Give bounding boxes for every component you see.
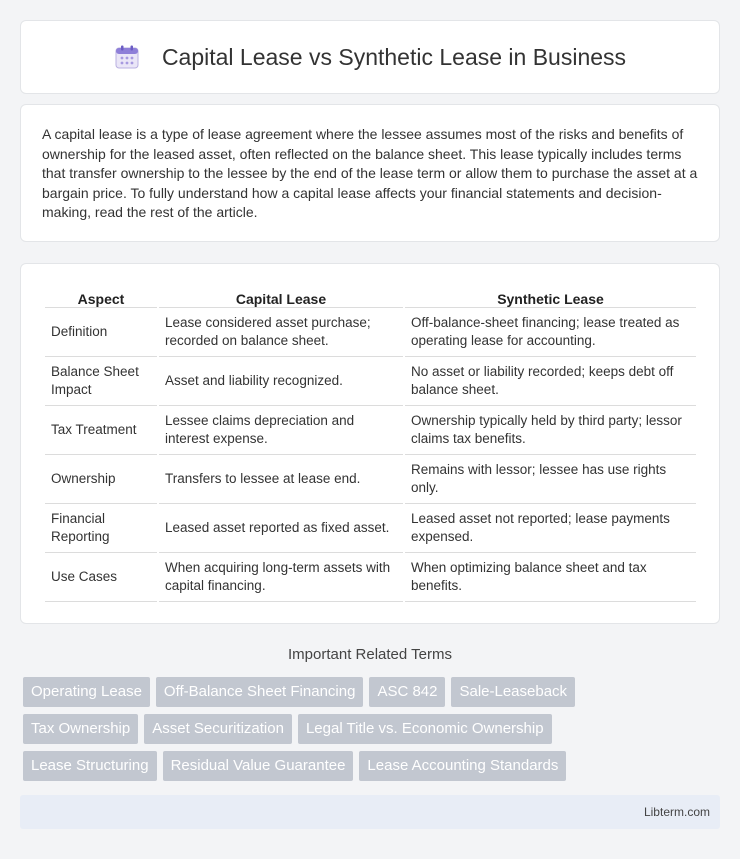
table-header-row bbox=[45, 286, 696, 308]
synthetic-lease-cell: Leased asset not reported; lease payments expensed. bbox=[405, 504, 696, 553]
table-row bbox=[45, 308, 696, 357]
tag-tax-ownership[interactable]: Tax Ownership bbox=[23, 714, 138, 744]
aspect-cell: Tax Treatment bbox=[45, 406, 157, 455]
tag-sale-leaseback[interactable]: Sale-Leaseback bbox=[451, 677, 575, 707]
table-row bbox=[45, 406, 696, 455]
capital-lease-cell: Asset and liability recognized. bbox=[159, 357, 403, 406]
synthetic-lease-cell: Remains with lessor; lessee has use rights only. bbox=[405, 455, 696, 504]
aspect-cell: Definition bbox=[45, 308, 157, 357]
capital-lease-cell: Transfers to lessee at lease end. bbox=[159, 455, 403, 504]
table-row bbox=[45, 455, 696, 504]
column-header-capital-lease: Capital Lease bbox=[159, 286, 403, 308]
tag-off-balance-sheet-financing[interactable]: Off-Balance Sheet Financing bbox=[156, 677, 364, 707]
header-card bbox=[20, 20, 720, 94]
tag-lease-structuring[interactable]: Lease Structuring bbox=[23, 751, 157, 781]
tag-row bbox=[23, 677, 723, 707]
related-terms-title: Important Related Terms bbox=[288, 646, 452, 663]
column-header-aspect: Aspect bbox=[45, 286, 157, 308]
capital-lease-cell: When acquiring long-term assets with capital financing. bbox=[159, 553, 403, 602]
footer bbox=[20, 795, 720, 829]
capital-lease-cell: Leased asset reported as fixed asset. bbox=[159, 504, 403, 553]
intro-card bbox=[20, 104, 720, 242]
tag-lease-accounting-standards[interactable]: Lease Accounting Standards bbox=[359, 751, 566, 781]
tag-row bbox=[23, 714, 723, 744]
synthetic-lease-cell: Off-balance-sheet financing; lease treated as operating lease for accounting. bbox=[405, 308, 696, 357]
tag-asc-842[interactable]: ASC 842 bbox=[369, 677, 445, 707]
aspect-cell: Balance Sheet Impact bbox=[45, 357, 157, 406]
aspect-cell: Use Cases bbox=[45, 553, 157, 602]
table-row bbox=[45, 553, 696, 602]
aspect-cell: Financial Reporting bbox=[45, 504, 157, 553]
capital-lease-cell: Lessee claims depreciation and interest expense. bbox=[159, 406, 403, 455]
page-title: Capital Lease vs Synthetic Lease in Business bbox=[161, 43, 627, 70]
tag-row bbox=[23, 751, 723, 781]
table-row bbox=[45, 357, 696, 406]
synthetic-lease-cell: When optimizing balance sheet and tax benefits. bbox=[405, 553, 696, 602]
capital-lease-cell: Lease considered asset purchase; recorded on balance sheet. bbox=[159, 308, 403, 357]
footer-site-link[interactable]: Libterm.com bbox=[643, 805, 710, 819]
tag-asset-securitization[interactable]: Asset Securitization bbox=[144, 714, 292, 744]
tag-operating-lease[interactable]: Operating Lease bbox=[23, 677, 150, 707]
synthetic-lease-cell: No asset or liability recorded; keeps debt off balance sheet. bbox=[405, 357, 696, 406]
comparison-table-card bbox=[20, 263, 720, 624]
calendar-icon bbox=[114, 44, 140, 70]
comparison-table bbox=[43, 286, 698, 602]
tag-residual-value-guarantee[interactable]: Residual Value Guarantee bbox=[163, 751, 354, 781]
tag-legal-title-vs-economic-ownership[interactable]: Legal Title vs. Economic Ownership bbox=[298, 714, 552, 744]
column-header-synthetic-lease: Synthetic Lease bbox=[405, 286, 696, 308]
synthetic-lease-cell: Ownership typically held by third party; lessor claims tax benefits. bbox=[405, 406, 696, 455]
related-terms-tags bbox=[23, 677, 723, 788]
table-row bbox=[45, 504, 696, 553]
aspect-cell: Ownership bbox=[45, 455, 157, 504]
intro-paragraph: A capital lease is a type of lease agreement where the lessee assumes most of the risks and benefits of ownership for the leased asset, often reflected on the balance sheet. This lease typically includes terms that transfer ownership to the lessee by the end of the lease term or allow them to purchase the asset at a bargain price. To fully understand how a capital lease affects your financial statements and decision-making, read the rest of the article. bbox=[42, 126, 698, 221]
